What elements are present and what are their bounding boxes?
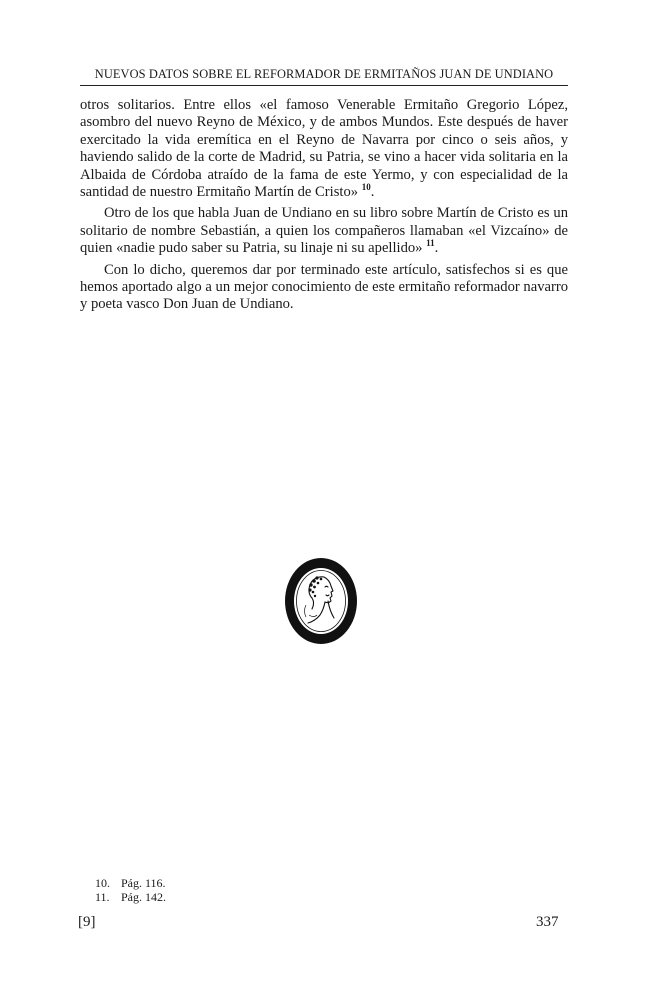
- paragraph-text: Otro de los que habla Juan de Undiano en su libro sobre Martín de Cristo es un solitario de nombre Sebastián, a quien los compañeros llamaban «el Vizcaíno» de quien «nadie pudo saber su Patria, su linaje ni su apellido»: [80, 205, 568, 257]
- running-head: NUEVOS DATOS SOBRE EL REFORMADOR DE ERMITAÑOS JUAN DE UNDIANO: [94, 67, 554, 81]
- footnote-number: 11.: [95, 890, 110, 904]
- footnote-number: 10.: [95, 876, 110, 890]
- paragraph-text: otros solitarios. Entre ellos «el famoso Venerable Ermitaño Gregorio López, asombro del nuevo Reyno de México, y de ambos Mundos. Este después de haver exercitado la vida eremítica en el Reyno de Navarra por cinco o seis años, y haviendo salido de la corte de Madrid, su Patria, se vino a hacer vida solitaria en la Albaida de Córdoba atraído de la fama de este Yermo, y con especialidad de la santidad de nuestro Ermitaño Martín de Cristo»: [80, 97, 568, 201]
- footnote-text: Pág. 142.: [121, 890, 166, 904]
- footnote-ref[interactable]: 10: [361, 182, 371, 193]
- paragraph-tail: .: [370, 184, 375, 201]
- paragraph: [80, 262, 568, 314]
- footnote: [95, 876, 166, 890]
- page-folio-left: [9]: [78, 914, 96, 930]
- paragraph: [80, 97, 568, 201]
- footnote-ref[interactable]: 11: [426, 238, 435, 249]
- paragraph-tail: .: [434, 240, 439, 257]
- footnote: [95, 890, 166, 904]
- footnote-text: Pág. 116.: [121, 876, 166, 890]
- page-number: 337: [536, 914, 559, 930]
- footnotes: [95, 876, 166, 904]
- header-rule: [80, 85, 568, 86]
- body-text: [80, 97, 568, 318]
- paragraph: [80, 205, 568, 257]
- paragraph-text: Con lo dicho, queremos dar por terminado este artículo, satisfechos si es que hemos aportado algo a un mejor conocimiento de este ermitaño reformador navarro y poeta vasco Don Juan de Undiano.: [80, 261, 568, 313]
- medallion-profile-head-icon: [284, 557, 358, 645]
